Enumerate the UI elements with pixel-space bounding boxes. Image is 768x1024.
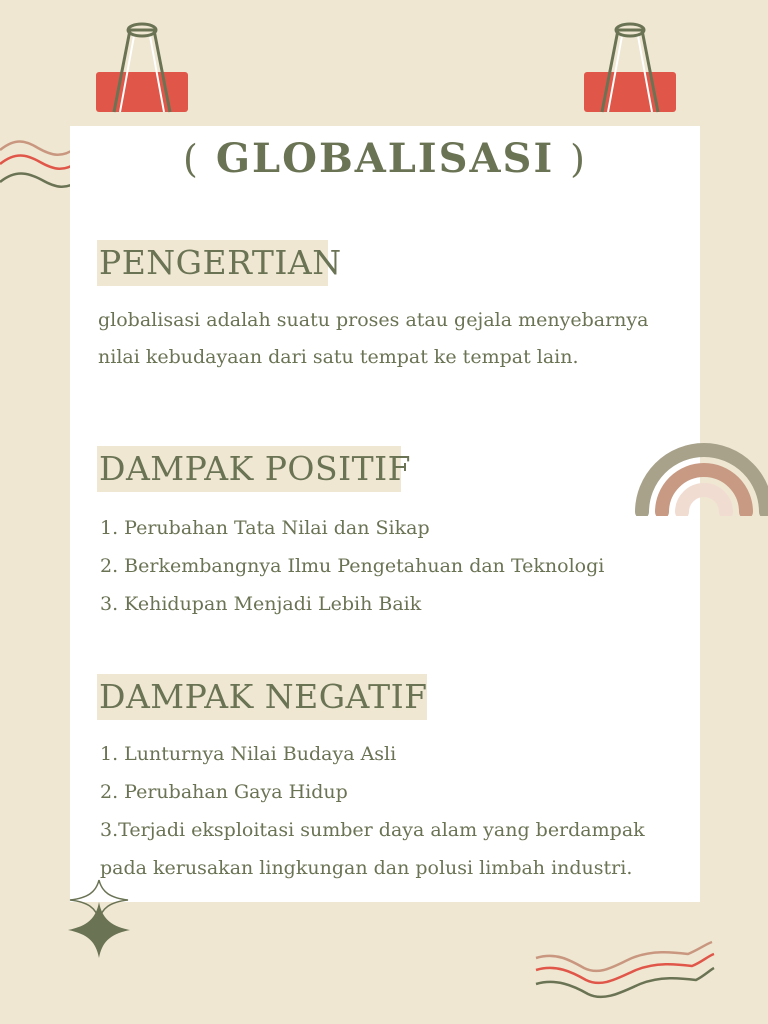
title-text: GLOBALISASI <box>215 135 555 182</box>
binder-clip-icon <box>96 22 188 114</box>
dampak-positif-list <box>100 509 710 623</box>
list-item: pada kerusakan lingkungan dan polusi limbah industri. <box>100 857 633 879</box>
page-title <box>70 130 700 188</box>
heading-dampak-negatif: DAMPAK NEGATIF <box>97 674 427 720</box>
heading-dampak-positif: DAMPAK POSITIF <box>97 446 401 492</box>
pengertian-text: globalisasi adalah suatu proses atau gejala menyebarnya nilai kebudayaan dari satu tempat ke tempat lain. <box>98 309 649 368</box>
dampak-negatif-list <box>100 735 710 887</box>
list-item: 2. Perubahan Gaya Hidup <box>100 781 348 803</box>
list-item: 1. Perubahan Tata Nilai dan Sikap <box>100 517 430 539</box>
list-item: 1. Lunturnya Nilai Budaya Asli <box>100 743 397 765</box>
binder-clip-icon <box>584 22 676 114</box>
list-item: 3.Terjadi eksploitasi sumber daya alam yang berdampak <box>100 819 645 841</box>
list-item: 3. Kehidupan Menjadi Lebih Baik <box>100 593 422 615</box>
rainbow-icon <box>632 400 768 516</box>
list-item: 2. Berkembangnya Ilmu Pengetahuan dan Teknologi <box>100 555 605 577</box>
title-paren-close: ) <box>570 137 587 181</box>
title-paren-open: ( <box>183 137 200 181</box>
squiggle-lines-icon <box>532 940 716 1010</box>
sparkle-star-icon <box>66 878 132 960</box>
heading-pengertian: PENGERTIAN <box>97 240 328 286</box>
